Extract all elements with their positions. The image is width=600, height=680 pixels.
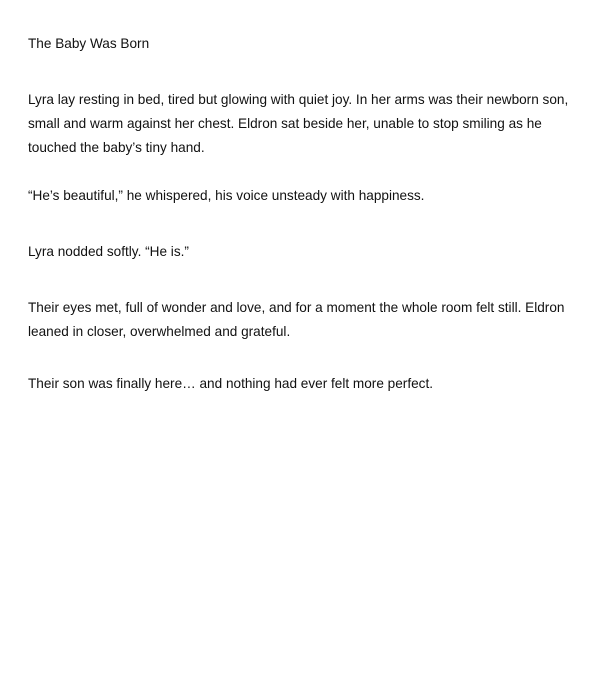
paragraph-1: Lyra lay resting in bed, tired but glowing with quiet joy. In her arms was their newborn son, small and warm against her chest. Eldron sat beside her, unable to stop smiling as he touched the baby’s tiny hand. — [28, 92, 569, 155]
paragraph-4: Their eyes met, full of wonder and love, and for a moment the whole room felt still. Eldron leaned in closer, overwhelmed and grateful. — [28, 300, 565, 339]
paragraph-2: “He’s beautiful,” he whispered, his voice unsteady with happiness. — [28, 188, 425, 203]
paragraph-3: Lyra nodded softly. “He is.” — [28, 244, 189, 259]
document-title: The Baby Was Born — [28, 36, 150, 51]
paragraph-5: Their son was finally here… and nothing had ever felt more perfect. — [28, 376, 434, 391]
